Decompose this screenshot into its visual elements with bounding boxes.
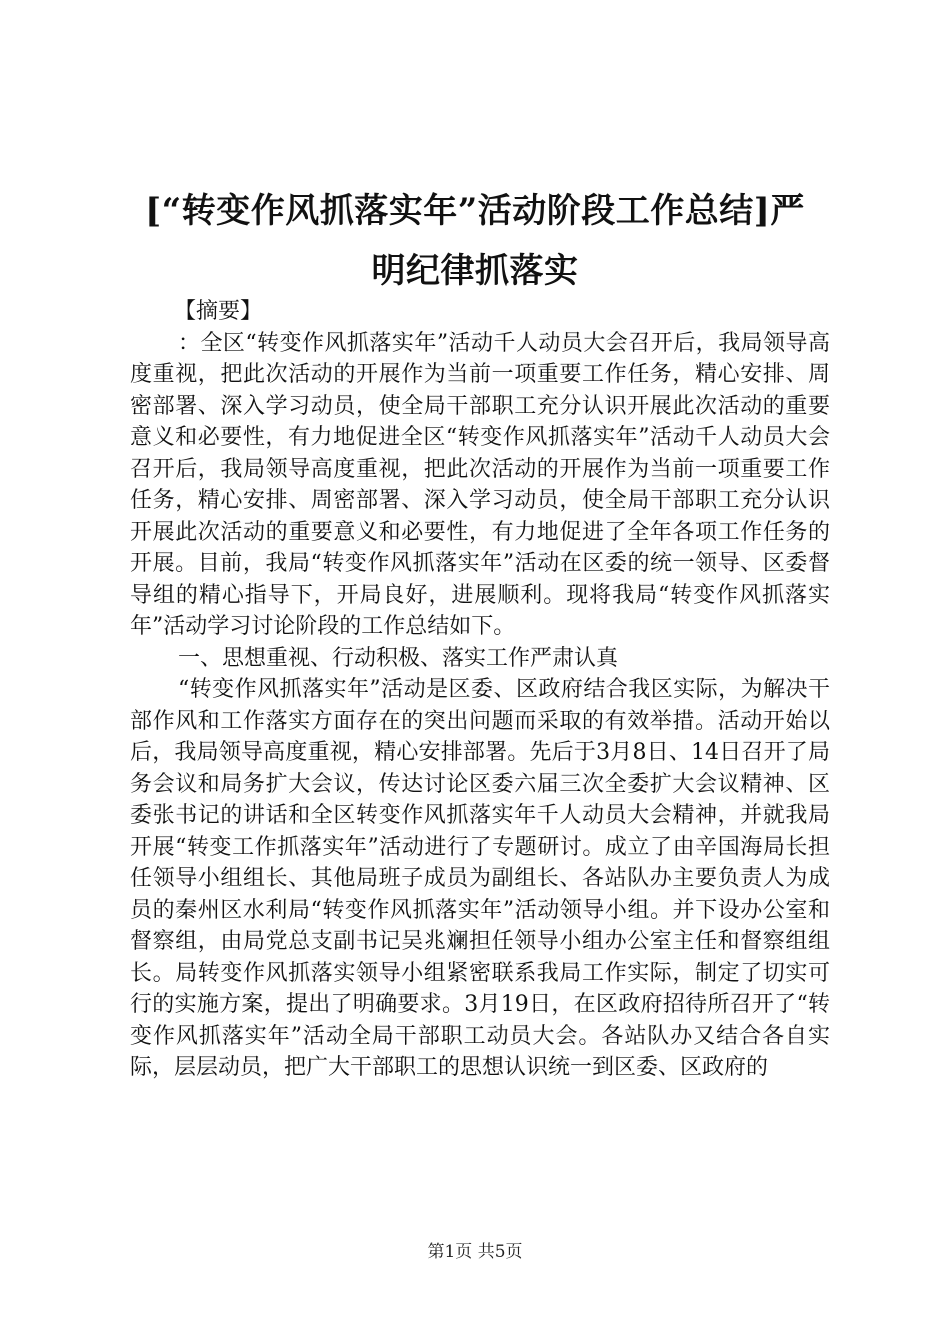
title-line-1: [“转变作风抓落实年”活动阶段工作总结]严 xyxy=(145,190,805,231)
section-heading: 一、思想重视、行动积极、落实工作严肃认真 xyxy=(178,645,619,671)
body-paragraph: “转变作风抓落实年”活动是区委、区政府结合我区实际，为解决干部作风和工作落实方面存在的突出问题而采取的有效举措。活动开始以后，我局领导高度重视，精心安排部署。先后于3月8日、14日召开了局务会议和局务扩大会议，传达讨论区委六届三次全委扩大会议精神、区委张书记的讲话和全区转变作风抓落实年千人动员大会精神，并就我局开展“转变工作抓落实年”活动进行了专题研讨。成立了由辛国海局长担任领导小组组长、其他局班子成员为副组长、各站队办主要负责人为成员的秦州区水利局“转变作风抓落实年”活动领导小组。并下设办公室和督察组，由局党总支副书记吴兆斓担任领导小组办公室主任和督察组组长。局转变作风抓落实领导小组紧密联系我局工作实际，制定了切实可行的实施方案，提出了明确要求。3月19日，在区政府招待所召开了“转变作风抓落实年”活动全局干部职工动员大会。各站队办又结合各自实际，层层动员，把广大干部职工的思想认识统一到区委、区政府的 xyxy=(130,677,830,1080)
document-title xyxy=(110,181,840,301)
abstract-paragraph: ：全区“转变作风抓落实年”活动千人动员大会召开后，我局领导高度重视，把此次活动的开展作为当前一项重要工作任务，精心安排、周密部署、深入学习动员，使全局干部职工充分认识开展此次活动的重要意义和必要性，有力地促进全区“转变作风抓落实年”活动千人动员大会召开后，我局领导高度重视，把此次活动的开展作为当前一项重要工作任务，精心安排、周密部署、深入学习动员，使全局干部职工充分认识开展此次活动的重要意义和必要性，有力地促进了全年各项工作任务的开展。目前，我局“转变作风抓落实年”活动在区委的统一领导、区委督导组的精心指导下，开局良好，进展顺利。现将我局“转变作风抓落实年”活动学习讨论阶段的工作总结如下。 xyxy=(130,330,830,639)
page-footer: 第1页 共5页 xyxy=(427,1242,523,1262)
document-body xyxy=(130,296,830,1084)
abstract-label: 【摘要】 xyxy=(174,299,263,324)
title-line-2: 明纪律抓落实 xyxy=(371,250,579,291)
